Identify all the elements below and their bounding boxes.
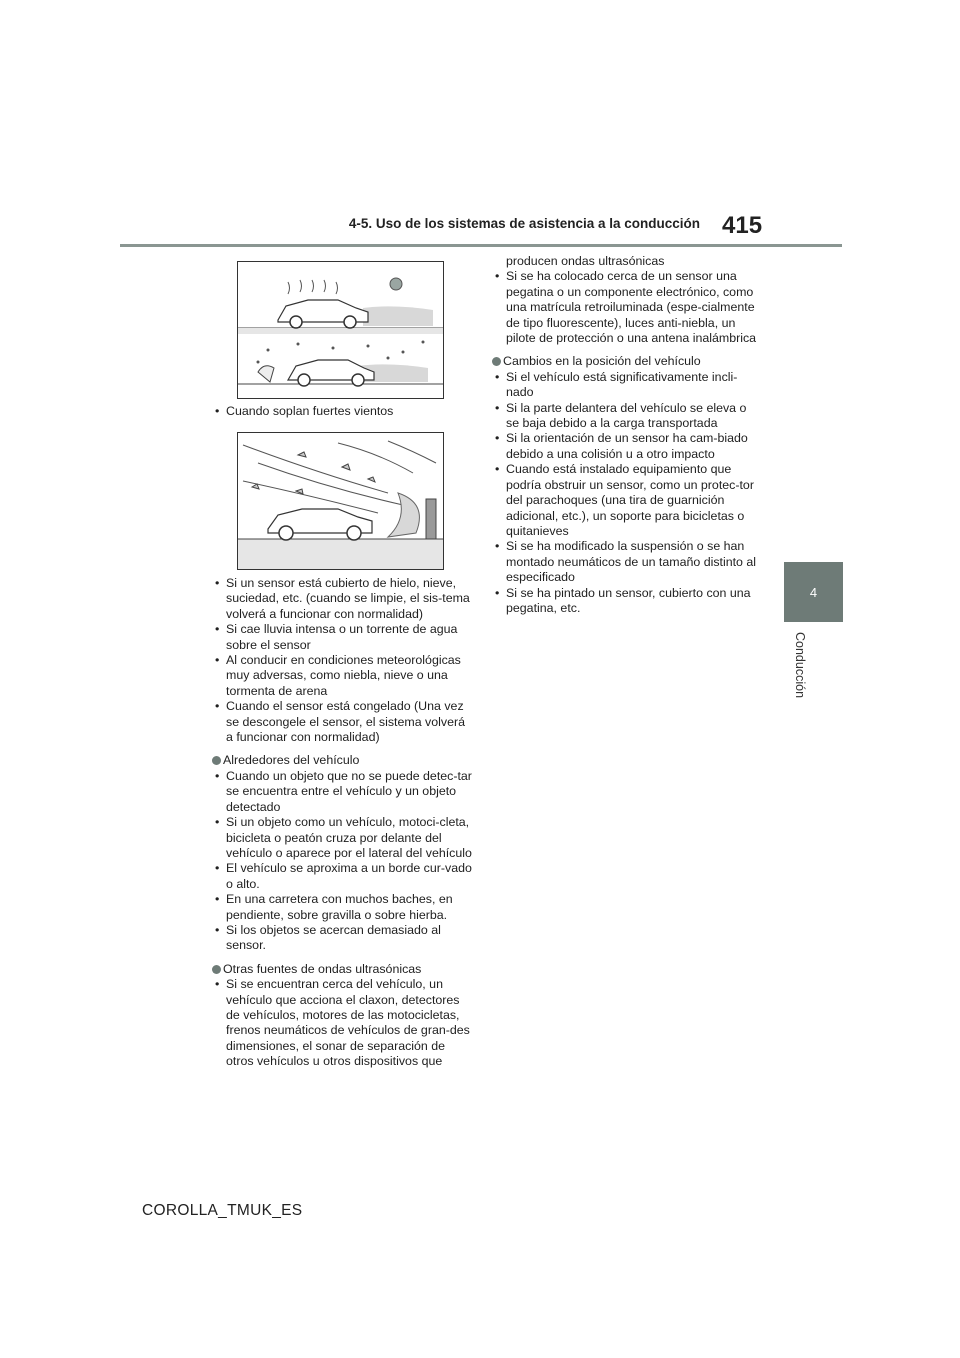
section-ultrasonic xyxy=(212,962,474,1070)
section-title: 4-5. Uso de los sistemas de asistencia a la conducción xyxy=(348,216,700,231)
weather-illustration-graphic xyxy=(238,262,443,398)
list-item: • Al conducir en condiciones meteorológicas muy adversas, como niebla, nieve o una tormenta de arena xyxy=(212,653,474,699)
section-heading: Alrededores del vehículo xyxy=(223,753,360,768)
list-item: • Si el vehículo está significativamente incli-nado xyxy=(492,370,760,401)
section-bullet-icon xyxy=(212,965,221,974)
weather-illustration xyxy=(237,261,444,399)
right-column xyxy=(492,254,760,616)
section-position xyxy=(492,354,760,616)
document-code: COROLLA_TMUK_ES xyxy=(142,1202,303,1219)
list-item: • Si se ha modificado la suspensión o se han montado neumáticos de un tamaño distinto al especificado xyxy=(492,539,760,585)
list-item: • Si los objetos se acercan demasiado al sensor. xyxy=(212,923,474,954)
list-item: • En una carretera con muchos baches, en pendiente, sobre gravilla o sobre hierba. xyxy=(212,892,474,923)
list-item: • Cuando soplan fuertes vientos xyxy=(212,404,474,419)
left-column xyxy=(212,404,474,419)
chapter-tab: 4 xyxy=(784,562,843,622)
left-column-body xyxy=(212,576,474,1070)
list-item: • Si se ha colocado cerca de un sensor una pegatina o un componente electrónico, como una matrícula retroiluminada (espe-cialmente de tipo fluorescente), luces anti-niebla, un pilote de protección o una antena inalámbrica xyxy=(492,269,760,346)
list-item: • Si se encuentran cerca del vehículo, un vehículo que acciona el claxon, detectores de vehículos, motores de las motocicletas, frenos neumáticos de vehículos de gran-des dimensiones, el sonar de separación de otros vehículos u otros dispositivos que xyxy=(212,977,474,1069)
list-item: • Si un sensor está cubierto de hielo, nieve, suciedad, etc. (cuando se limpie, el sis-tema volverá a funcionar con normalidad) xyxy=(212,576,474,622)
continued-text: producen ondas ultrasónicas xyxy=(506,254,665,268)
header-rule xyxy=(120,244,842,247)
list-item: • Si se ha pintado un sensor, cubierto con una pegatina, etc. xyxy=(492,586,760,617)
list-item: • Si cae lluvia intensa o un torrente de agua sobre el sensor xyxy=(212,622,474,653)
page-number: 415 xyxy=(722,212,763,239)
section-bullet-icon xyxy=(212,756,221,765)
chapter-label: Conducción xyxy=(793,632,807,699)
section-surroundings xyxy=(212,753,474,953)
list-item: • El vehículo se aproxima a un borde cur-vado o alto. xyxy=(212,861,474,892)
list-item: • Cuando un objeto que no se puede detec-tar se encuentra entre el vehículo y un objeto detectado xyxy=(212,769,474,815)
list-item: • Cuando el sensor está congelado (Una vez se descongele el sensor, el sistema volverá a funcionar con normalidad) xyxy=(212,699,474,745)
wind-illustration-graphic xyxy=(238,433,443,569)
list-item: • Si la parte delantera del vehículo se eleva o se baja debido a la carga transportada xyxy=(492,401,760,432)
section-heading: Otras fuentes de ondas ultrasónicas xyxy=(223,961,422,976)
list-item: • Cuando está instalado equipamiento que podría obstruir un sensor, como un protec-tor del parachoques (una tira de guarnición adicional, etc.), un soporte para bicicletas o quitanieves xyxy=(492,462,760,539)
list-item: • Si la orientación de un sensor ha cam-biado debido a una colisión u a otro impacto xyxy=(492,431,760,462)
list-item: • Si un objeto como un vehículo, motoci-cleta, bicicleta o peatón cruza por delante del vehículo o aparece por el lateral del vehículo xyxy=(212,815,474,861)
section-bullet-icon xyxy=(492,357,501,366)
wind-illustration xyxy=(237,432,444,570)
section-heading: Cambios en la posición del vehículo xyxy=(503,354,701,369)
